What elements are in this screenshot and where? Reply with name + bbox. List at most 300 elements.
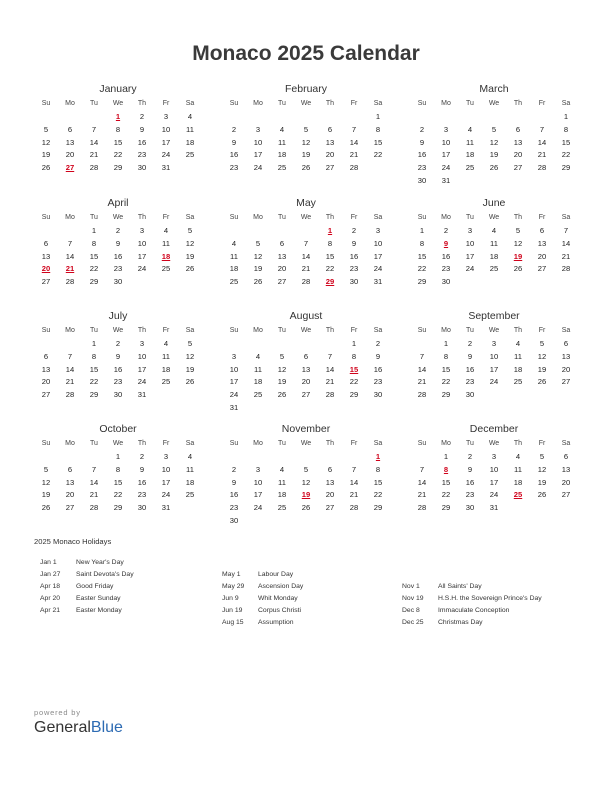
empty-cell bbox=[506, 111, 530, 124]
holiday-date: Jan 27 bbox=[40, 571, 61, 578]
weekday-header: Th bbox=[513, 440, 523, 447]
day-cell: 16 bbox=[229, 150, 239, 160]
holiday-name: Easter Monday bbox=[76, 607, 122, 614]
day-cell: 2 bbox=[139, 112, 145, 121]
day-cell: 8 bbox=[115, 124, 121, 134]
day-cell: 25 bbox=[229, 277, 239, 287]
day-cell: 26 bbox=[513, 264, 523, 274]
day-cell: 12 bbox=[41, 477, 51, 487]
day-cell: 3 bbox=[255, 464, 261, 474]
day-cell: 15 bbox=[373, 137, 383, 147]
holiday-name: Saint Devota's Day bbox=[76, 571, 134, 578]
day-cell: 2 bbox=[443, 226, 449, 235]
day-cell: 5 bbox=[255, 238, 261, 248]
day-cell: 11 bbox=[278, 137, 286, 147]
day-cell: 8 bbox=[91, 238, 97, 248]
holiday-date: Dec 25 bbox=[402, 619, 424, 626]
day-cell: 3 bbox=[255, 124, 261, 134]
day-cell: 20 bbox=[65, 150, 75, 160]
day-cell: 23 bbox=[349, 264, 359, 274]
day-cell: 4 bbox=[163, 226, 169, 235]
day-cell: 15 bbox=[561, 137, 571, 147]
empty-cell bbox=[270, 338, 294, 351]
day-cell: 1 bbox=[91, 339, 97, 348]
day-cell: 23 bbox=[373, 377, 383, 387]
day-cell: 29 bbox=[89, 390, 99, 400]
day-cell: 11 bbox=[186, 124, 194, 134]
day-cell: 27 bbox=[65, 503, 75, 513]
weekday-header: Sa bbox=[561, 214, 571, 221]
day-cell: 12 bbox=[489, 137, 499, 147]
weekday-header: Fr bbox=[538, 100, 546, 107]
day-cell: 28 bbox=[417, 503, 427, 513]
holiday-date: Jun 19 bbox=[222, 607, 243, 614]
day-cell: 6 bbox=[563, 339, 569, 348]
weekday-header: We bbox=[300, 214, 312, 221]
day-cell: 4 bbox=[515, 339, 521, 348]
day-cell: 11 bbox=[254, 364, 262, 374]
day-cell: 17 bbox=[137, 251, 147, 261]
empty-cell bbox=[434, 111, 458, 124]
holiday-item bbox=[402, 581, 542, 593]
holiday-day-cell: 20 bbox=[41, 264, 51, 274]
day-cell: 19 bbox=[185, 364, 195, 374]
day-cell: 8 bbox=[327, 238, 333, 248]
holiday-item bbox=[40, 605, 134, 617]
day-cell: 19 bbox=[185, 251, 195, 261]
day-cell: 11 bbox=[162, 351, 170, 361]
day-cell: 11 bbox=[278, 477, 286, 487]
holiday-item bbox=[222, 617, 303, 629]
month-november bbox=[222, 422, 390, 528]
day-cell: 24 bbox=[489, 490, 499, 500]
day-cell: 24 bbox=[229, 390, 239, 400]
empty-cell bbox=[246, 338, 270, 351]
day-cell: 12 bbox=[537, 351, 547, 361]
holiday-date: May 29 bbox=[222, 583, 245, 590]
day-cell: 27 bbox=[513, 163, 523, 173]
day-cell: 12 bbox=[277, 364, 287, 374]
month-grid bbox=[410, 97, 578, 188]
day-cell: 8 bbox=[375, 124, 381, 134]
brand-blue: Blue bbox=[90, 719, 123, 736]
day-cell: 28 bbox=[89, 163, 99, 173]
day-cell: 3 bbox=[231, 351, 237, 361]
day-cell: 25 bbox=[161, 264, 171, 274]
weekday-header: Mo bbox=[65, 440, 75, 447]
day-cell: 4 bbox=[187, 112, 193, 121]
day-cell: 24 bbox=[465, 264, 475, 274]
day-cell: 13 bbox=[41, 364, 51, 374]
empty-cell bbox=[294, 225, 318, 238]
day-cell: 14 bbox=[417, 477, 427, 487]
day-cell: 31 bbox=[489, 503, 499, 513]
day-cell: 15 bbox=[113, 137, 123, 147]
holiday-day-cell: 1 bbox=[375, 452, 381, 461]
weekday-header: Fr bbox=[538, 214, 546, 221]
holiday-column-2 bbox=[222, 569, 303, 629]
day-cell: 10 bbox=[253, 477, 263, 487]
weekday-header: Th bbox=[513, 214, 523, 221]
month-grid bbox=[34, 437, 202, 515]
holiday-date: Nov 19 bbox=[402, 595, 424, 602]
month-name: April bbox=[107, 197, 129, 209]
day-cell: 31 bbox=[373, 277, 383, 287]
holiday-day-cell: 21 bbox=[65, 264, 75, 274]
holiday-column-3 bbox=[402, 581, 542, 629]
day-cell: 23 bbox=[137, 150, 147, 160]
weekday-header: Tu bbox=[466, 440, 474, 447]
weekday-header: Th bbox=[325, 214, 335, 221]
day-cell: 3 bbox=[375, 226, 381, 235]
day-cell: 29 bbox=[113, 163, 123, 173]
day-cell: 12 bbox=[513, 238, 523, 248]
day-cell: 19 bbox=[253, 264, 263, 274]
month-name: July bbox=[108, 310, 128, 322]
weekday-header: Sa bbox=[373, 440, 383, 447]
day-cell: 10 bbox=[161, 124, 171, 134]
day-cell: 25 bbox=[185, 490, 195, 500]
day-cell: 9 bbox=[375, 351, 381, 361]
weekday-header: Tu bbox=[278, 214, 286, 221]
day-cell: 26 bbox=[185, 264, 195, 274]
empty-cell bbox=[270, 111, 294, 124]
day-cell: 22 bbox=[441, 490, 451, 500]
month-name: May bbox=[296, 197, 316, 209]
day-cell: 2 bbox=[231, 124, 237, 134]
day-cell: 18 bbox=[513, 364, 523, 374]
holiday-day-cell: 1 bbox=[115, 112, 121, 121]
day-cell: 15 bbox=[373, 477, 383, 487]
day-cell: 24 bbox=[373, 264, 383, 274]
weekday-header: Mo bbox=[441, 440, 451, 447]
weekday-header: Fr bbox=[350, 327, 358, 334]
day-cell: 24 bbox=[161, 490, 171, 500]
day-cell: 26 bbox=[277, 390, 287, 400]
empty-cell bbox=[34, 111, 58, 124]
day-cell: 2 bbox=[351, 226, 357, 235]
day-cell: 30 bbox=[137, 163, 147, 173]
month-grid bbox=[34, 324, 202, 402]
day-cell: 18 bbox=[229, 264, 239, 274]
day-cell: 20 bbox=[561, 364, 571, 374]
weekday-header: Sa bbox=[561, 327, 571, 334]
day-cell: 29 bbox=[417, 277, 427, 287]
month-grid bbox=[222, 211, 390, 289]
weekday-header: Sa bbox=[185, 440, 195, 447]
weekday-header: Th bbox=[137, 214, 147, 221]
day-cell: 23 bbox=[465, 377, 475, 387]
day-cell: 1 bbox=[443, 339, 449, 348]
day-cell: 30 bbox=[465, 503, 475, 513]
month-grid bbox=[410, 324, 578, 402]
day-cell: 23 bbox=[137, 490, 147, 500]
weekday-header: Tu bbox=[466, 214, 474, 221]
day-cell: 13 bbox=[65, 477, 75, 487]
day-cell: 14 bbox=[89, 137, 99, 147]
day-cell: 20 bbox=[325, 490, 335, 500]
day-cell: 11 bbox=[514, 351, 522, 361]
day-cell: 30 bbox=[349, 277, 359, 287]
day-cell: 29 bbox=[561, 163, 571, 173]
empty-cell bbox=[294, 111, 318, 124]
day-cell: 12 bbox=[301, 137, 311, 147]
day-cell: 18 bbox=[253, 377, 263, 387]
holiday-date: May 1 bbox=[222, 571, 241, 578]
day-cell: 16 bbox=[417, 150, 427, 160]
day-cell: 23 bbox=[441, 264, 451, 274]
day-cell: 21 bbox=[325, 377, 335, 387]
day-cell: 16 bbox=[229, 490, 239, 500]
weekday-header: Mo bbox=[253, 214, 263, 221]
weekday-header: We bbox=[488, 214, 500, 221]
brand-name bbox=[34, 719, 123, 737]
day-cell: 17 bbox=[229, 377, 239, 387]
holiday-item bbox=[222, 581, 303, 593]
empty-cell bbox=[318, 111, 342, 124]
day-cell: 29 bbox=[349, 390, 359, 400]
day-cell: 25 bbox=[277, 163, 287, 173]
weekday-header: Th bbox=[513, 100, 523, 107]
weekday-header: Sa bbox=[561, 100, 571, 107]
day-cell: 17 bbox=[373, 251, 383, 261]
weekday-header: Su bbox=[417, 214, 427, 221]
holiday-date: Apr 20 bbox=[40, 595, 61, 602]
day-cell: 30 bbox=[417, 175, 427, 185]
day-cell: 24 bbox=[161, 150, 171, 160]
weekday-header: Sa bbox=[185, 214, 195, 221]
month-march bbox=[410, 82, 578, 188]
day-cell: 13 bbox=[41, 251, 51, 261]
day-cell: 30 bbox=[229, 515, 239, 525]
day-cell: 22 bbox=[561, 150, 571, 160]
day-cell: 1 bbox=[351, 339, 357, 348]
day-cell: 29 bbox=[373, 503, 383, 513]
weekday-header: Mo bbox=[441, 214, 451, 221]
holiday-day-cell: 1 bbox=[327, 226, 333, 235]
weekday-header: Sa bbox=[561, 440, 571, 447]
weekday-header: We bbox=[300, 100, 312, 107]
day-cell: 21 bbox=[89, 150, 99, 160]
weekday-header: Su bbox=[417, 440, 427, 447]
day-cell: 8 bbox=[443, 351, 449, 361]
month-name: November bbox=[281, 423, 331, 435]
weekday-header: Mo bbox=[253, 100, 263, 107]
day-cell: 14 bbox=[301, 251, 311, 261]
weekday-header: Tu bbox=[90, 440, 98, 447]
day-cell: 22 bbox=[349, 377, 359, 387]
weekday-header: Th bbox=[325, 440, 335, 447]
day-cell: 26 bbox=[41, 503, 51, 513]
day-cell: 17 bbox=[137, 364, 147, 374]
day-cell: 20 bbox=[561, 477, 571, 487]
day-cell: 25 bbox=[465, 163, 475, 173]
day-cell: 26 bbox=[537, 490, 547, 500]
weekday-header: Fr bbox=[162, 214, 170, 221]
day-cell: 22 bbox=[325, 264, 335, 274]
day-cell: 9 bbox=[467, 351, 473, 361]
holiday-name: Corpus Christi bbox=[258, 607, 302, 614]
day-cell: 27 bbox=[41, 390, 51, 400]
weekday-header: We bbox=[112, 327, 124, 334]
day-cell: 9 bbox=[115, 351, 121, 361]
day-cell: 12 bbox=[185, 351, 195, 361]
holiday-name: Labour Day bbox=[258, 571, 294, 578]
empty-cell bbox=[318, 338, 342, 351]
month-april bbox=[34, 196, 202, 289]
day-cell: 4 bbox=[231, 238, 237, 248]
weekday-header: Mo bbox=[441, 100, 451, 107]
day-cell: 18 bbox=[161, 364, 171, 374]
day-cell: 27 bbox=[325, 163, 335, 173]
day-cell: 1 bbox=[375, 112, 381, 121]
day-cell: 14 bbox=[537, 137, 547, 147]
day-cell: 2 bbox=[419, 124, 425, 134]
holiday-name: Easter Sunday bbox=[76, 595, 121, 602]
holiday-date: Apr 21 bbox=[40, 607, 61, 614]
day-cell: 17 bbox=[489, 477, 499, 487]
weekday-header: Sa bbox=[373, 327, 383, 334]
weekday-header: Su bbox=[229, 440, 239, 447]
empty-cell bbox=[318, 451, 342, 464]
day-cell: 31 bbox=[441, 175, 451, 185]
day-cell: 10 bbox=[161, 464, 171, 474]
day-cell: 6 bbox=[43, 351, 49, 361]
weekday-header: Su bbox=[229, 214, 239, 221]
day-cell: 7 bbox=[351, 124, 357, 134]
weekday-header: Tu bbox=[466, 327, 474, 334]
weekday-header: Su bbox=[41, 100, 51, 107]
holiday-date: Nov 1 bbox=[402, 583, 420, 590]
day-cell: 7 bbox=[351, 464, 357, 474]
month-december bbox=[410, 422, 578, 515]
day-cell: 27 bbox=[325, 503, 335, 513]
day-cell: 7 bbox=[563, 226, 569, 235]
holiday-day-cell: 8 bbox=[443, 464, 449, 474]
day-cell: 8 bbox=[419, 238, 425, 248]
day-cell: 10 bbox=[489, 464, 499, 474]
day-cell: 7 bbox=[67, 351, 73, 361]
day-cell: 6 bbox=[563, 452, 569, 461]
weekday-header: We bbox=[488, 327, 500, 334]
day-cell: 31 bbox=[161, 503, 171, 513]
day-cell: 17 bbox=[253, 490, 263, 500]
day-cell: 19 bbox=[41, 490, 51, 500]
day-cell: 16 bbox=[465, 364, 475, 374]
weekday-header: Sa bbox=[373, 214, 383, 221]
day-cell: 15 bbox=[89, 251, 99, 261]
empty-cell bbox=[34, 225, 58, 238]
day-cell: 16 bbox=[137, 137, 147, 147]
day-cell: 7 bbox=[91, 124, 97, 134]
weekday-header: We bbox=[300, 440, 312, 447]
day-cell: 19 bbox=[537, 364, 547, 374]
day-cell: 27 bbox=[41, 277, 51, 287]
day-cell: 21 bbox=[561, 251, 571, 261]
empty-cell bbox=[222, 451, 246, 464]
powered-by-text: powered by bbox=[34, 708, 81, 717]
brand-general: General bbox=[34, 719, 91, 736]
holiday-name: Immaculate Conception bbox=[438, 607, 510, 614]
day-cell: 19 bbox=[489, 150, 499, 160]
day-cell: 8 bbox=[375, 464, 381, 474]
day-cell: 14 bbox=[65, 364, 75, 374]
holiday-column-1 bbox=[40, 557, 134, 617]
holiday-date: Aug 15 bbox=[222, 619, 244, 626]
day-cell: 6 bbox=[303, 351, 309, 361]
day-cell: 7 bbox=[419, 464, 425, 474]
weekday-header: Fr bbox=[162, 100, 170, 107]
empty-cell bbox=[270, 225, 294, 238]
day-cell: 2 bbox=[231, 464, 237, 474]
empty-cell bbox=[246, 225, 270, 238]
day-cell: 6 bbox=[67, 124, 73, 134]
day-cell: 24 bbox=[489, 377, 499, 387]
day-cell: 28 bbox=[349, 163, 359, 173]
month-name: January bbox=[99, 83, 137, 95]
day-cell: 20 bbox=[301, 377, 311, 387]
month-name: February bbox=[284, 83, 327, 95]
holiday-name: Assumption bbox=[258, 619, 294, 626]
day-cell: 22 bbox=[113, 150, 123, 160]
day-cell: 2 bbox=[375, 339, 381, 348]
months-container bbox=[34, 82, 590, 525]
day-cell: 11 bbox=[230, 251, 238, 261]
month-name: December bbox=[469, 423, 519, 435]
weekday-header: Su bbox=[41, 327, 51, 334]
day-cell: 14 bbox=[325, 364, 335, 374]
empty-cell bbox=[246, 451, 270, 464]
day-cell: 20 bbox=[65, 490, 75, 500]
weekday-header: We bbox=[488, 100, 500, 107]
day-cell: 21 bbox=[349, 150, 359, 160]
weekday-header: We bbox=[112, 440, 124, 447]
empty-cell bbox=[482, 111, 506, 124]
day-cell: 22 bbox=[373, 490, 383, 500]
day-cell: 4 bbox=[515, 452, 521, 461]
empty-cell bbox=[294, 338, 318, 351]
day-cell: 25 bbox=[161, 377, 171, 387]
day-cell: 5 bbox=[515, 226, 521, 235]
day-cell: 11 bbox=[490, 238, 498, 248]
day-cell: 19 bbox=[537, 477, 547, 487]
day-cell: 4 bbox=[279, 464, 285, 474]
weekday-header: We bbox=[488, 440, 500, 447]
holiday-item bbox=[222, 569, 303, 581]
weekday-header: Tu bbox=[278, 327, 286, 334]
day-cell: 4 bbox=[491, 226, 497, 235]
holiday-day-cell: 9 bbox=[443, 238, 449, 248]
day-cell: 6 bbox=[279, 238, 285, 248]
weekday-header: Fr bbox=[350, 214, 358, 221]
day-cell: 19 bbox=[41, 150, 51, 160]
day-cell: 27 bbox=[561, 490, 571, 500]
day-cell: 1 bbox=[115, 452, 121, 461]
day-cell: 5 bbox=[303, 464, 309, 474]
day-cell: 22 bbox=[417, 264, 427, 274]
weekday-header: Su bbox=[229, 327, 239, 334]
day-cell: 16 bbox=[441, 251, 451, 261]
empty-cell bbox=[58, 111, 82, 124]
weekday-header: Sa bbox=[373, 100, 383, 107]
holiday-item bbox=[40, 581, 134, 593]
day-cell: 25 bbox=[277, 503, 287, 513]
day-cell: 23 bbox=[465, 490, 475, 500]
day-cell: 3 bbox=[491, 339, 497, 348]
empty-cell bbox=[222, 111, 246, 124]
day-cell: 2 bbox=[139, 452, 145, 461]
day-cell: 10 bbox=[137, 238, 147, 248]
